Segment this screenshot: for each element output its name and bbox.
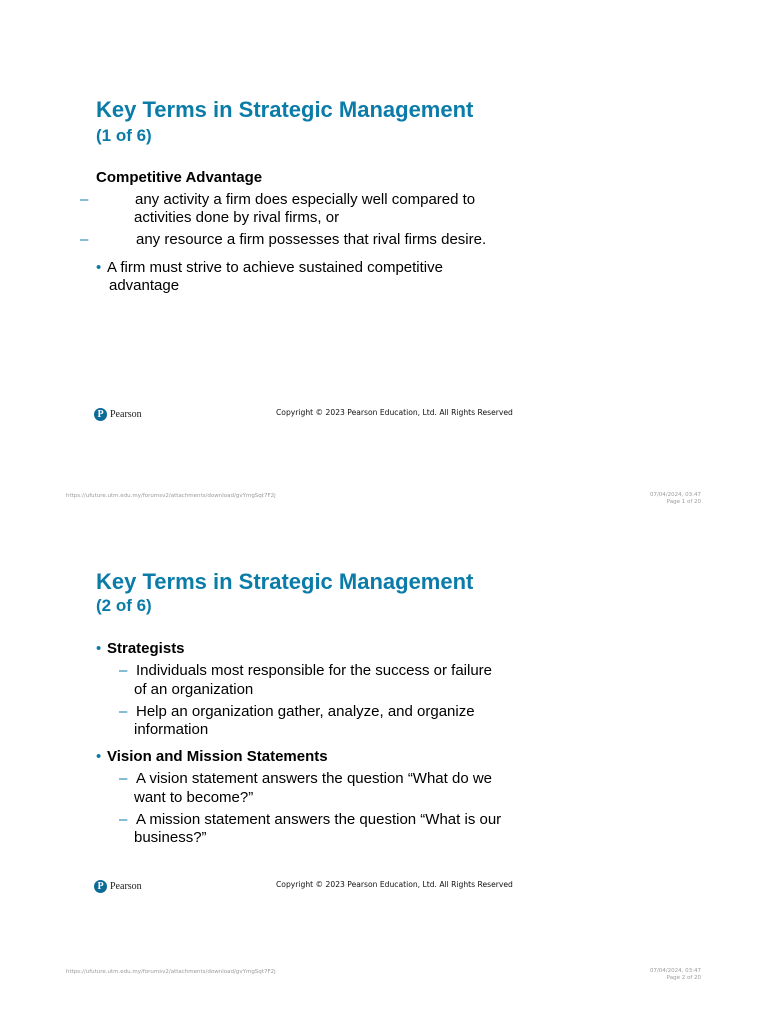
list-item-line: business?” — [134, 829, 207, 846]
bullet-marker: • — [96, 748, 102, 765]
list-item-line: any activity a firm does especially well compared to — [135, 191, 476, 208]
page-number: Page 1 of 20 — [666, 499, 701, 505]
pearson-logo-text: Pearson — [110, 880, 142, 892]
pearson-logo-text: Pearson — [110, 408, 142, 420]
document-page-2 — [0, 472, 768, 984]
list-item-line: activities done by rival firms, or — [134, 209, 340, 226]
slide-title: Key Terms in Strategic Management — [96, 569, 474, 594]
list-item-line: want to become?” — [134, 789, 254, 806]
list-item-line: advantage — [109, 277, 180, 294]
source-url: https://ufuture.utm.edu.my/forumsv2/attachments/download/gvYmgSqt7F2j — [66, 493, 276, 499]
list-item-line: A mission statement answers the question “What is our — [136, 811, 502, 828]
page-number: Page 2 of 20 — [666, 975, 701, 981]
print-stamp — [650, 968, 701, 982]
pearson-logo-icon: P — [94, 408, 107, 421]
dash-marker: – — [119, 811, 128, 828]
bullet-label: Strategists — [107, 640, 185, 657]
bullet-label: Vision and Mission Statements — [107, 748, 328, 765]
slide-title: Key Terms in Strategic Management — [96, 97, 474, 122]
section-heading: Competitive Advantage — [96, 169, 263, 186]
print-timestamp: 07/04/2024, 03:47 — [649, 968, 701, 974]
list-item-line: A vision statement answers the question “What do we — [136, 770, 493, 787]
dash-marker: – — [80, 191, 89, 208]
dash-marker: – — [119, 662, 128, 679]
pearson-logo — [94, 406, 142, 422]
dash-marker: – — [119, 703, 128, 720]
copyright-notice: Copyright © 2023 Pearson Education, Ltd. All Rights Reserved — [276, 408, 513, 417]
list-item-line: Individuals most responsible for the success or failure — [136, 662, 493, 679]
slide-subtitle: (1 of 6) — [96, 126, 152, 145]
source-url: https://ufuture.utm.edu.my/forumsv2/attachments/download/gvYmgSqt7F2j — [66, 969, 276, 975]
list-item-line: information — [134, 721, 209, 738]
dash-marker: – — [80, 231, 89, 248]
copyright-notice: Copyright © 2023 Pearson Education, Ltd. All Rights Reserved — [276, 880, 513, 889]
slide-subtitle: (2 of 6) — [96, 596, 152, 615]
list-item-line: of an organization — [134, 681, 254, 698]
bullet-marker: • — [96, 640, 102, 657]
print-timestamp: 07/04/2024, 03:47 — [649, 492, 701, 498]
list-item-line: any resource a firm possesses that rival firms desire. — [136, 231, 487, 248]
list-item-line: A firm must strive to achieve sustained competitive — [107, 259, 443, 276]
dash-marker: – — [119, 770, 128, 787]
pearson-logo — [94, 878, 142, 894]
list-item-line: Help an organization gather, analyze, and organize — [136, 703, 475, 720]
pearson-logo-icon: P — [94, 880, 107, 893]
bullet-marker: • — [96, 259, 102, 276]
